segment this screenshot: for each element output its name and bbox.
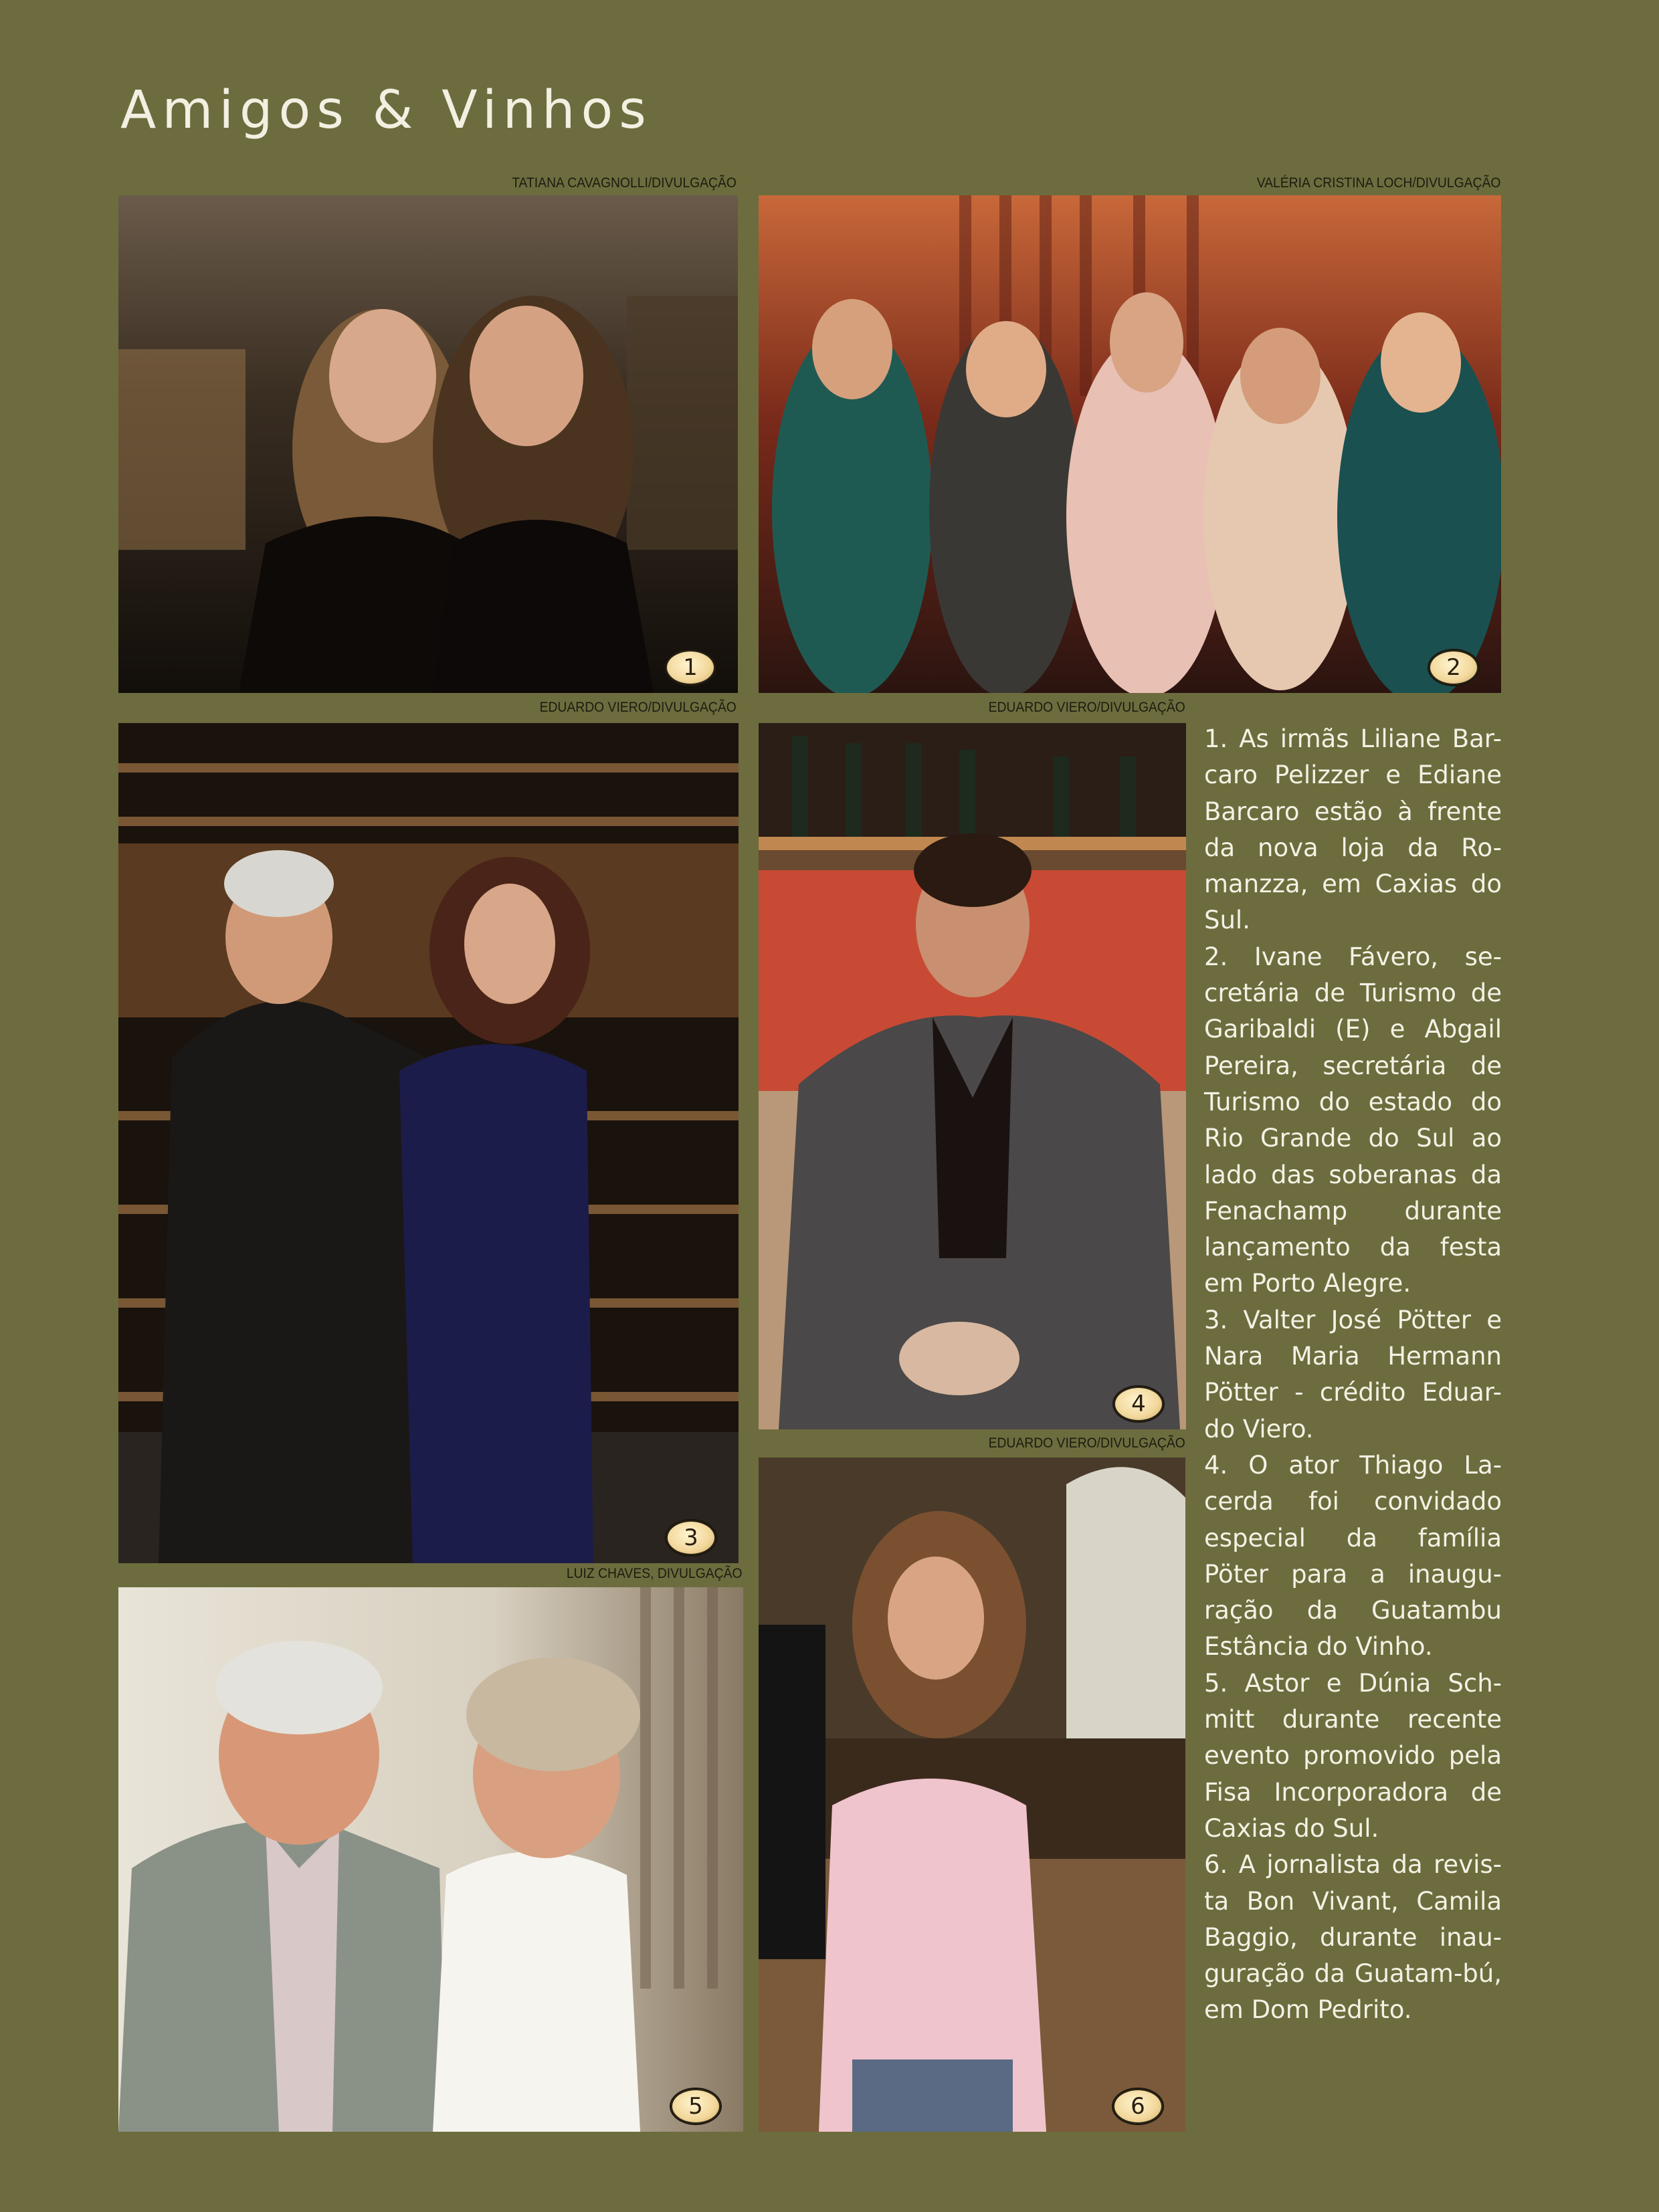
photo-3-number-badge: 3 xyxy=(666,1520,716,1555)
photo-4-credit: EDUARDO VIERO/DIVULGAÇÃO xyxy=(988,700,1185,715)
photo-2-credit: VALÉRIA CRISTINA LOCH/DIVULGAÇÃO xyxy=(1256,175,1500,191)
photo-6 xyxy=(759,1457,1185,2132)
photo-2 xyxy=(759,195,1501,693)
photo-4-number-badge: 4 xyxy=(1114,1387,1163,1421)
photo-captions xyxy=(1204,721,1502,2029)
photo-3 xyxy=(118,723,739,1563)
photo-3-credit: EDUARDO VIERO/DIVULGAÇÃO xyxy=(539,700,737,715)
photo-5-credit: LUIZ CHAVES, DIVULGAÇÃO xyxy=(567,1566,743,1581)
caption-2: 2. Ivane Fávero, se-cretária de Turismo de Garibaldi (E) e Abgail Pereira, secretária de Turismo do estado do Rio Grande do Sul ao lado das soberanas da Fenachamp durante lançamento da festa em Porto Alegre. xyxy=(1204,942,1502,1298)
caption-1: 1. As irmãs Liliane Bar-caro Pelizzer e Ediane Barcaro estão à frente da nova loja da Ro-manzza, em Caxias do Sul. xyxy=(1204,724,1502,935)
photo-1-number-badge: 1 xyxy=(666,650,715,685)
caption-6: 6. A jornalista da revis-ta Bon Vivant, Camila Baggio, durante inau-guração da Guatam-bú, em Dom Pedrito. xyxy=(1204,1850,1502,2025)
photo-5 xyxy=(118,1587,743,2132)
photo-2-number-badge: 2 xyxy=(1429,650,1478,685)
caption-3: 3. Valter José Pötter e Nara Maria Hermann Pötter - crédito Eduar-do Viero. xyxy=(1204,1305,1502,1443)
caption-4: 4. O ator Thiago La-cerda foi convidado especial da família Pöter para a inaugu-ração da Guatambu Estância do Vinho. xyxy=(1204,1450,1502,1662)
caption-5: 5. Astor e Dúnia Sch-mitt durante recente evento promovido pela Fisa Incorporadora de Caxias do Sul. xyxy=(1204,1668,1502,1843)
photo-6-number-badge: 6 xyxy=(1113,2089,1163,2124)
photo-5-number-badge: 5 xyxy=(671,2089,720,2124)
page-title: Amigos & Vinhos xyxy=(120,80,652,140)
photo-1-credit: TATIANA CAVAGNOLLI/DIVULGAÇÃO xyxy=(512,175,737,191)
photo-1 xyxy=(118,195,738,693)
photo-6-credit: EDUARDO VIERO/DIVULGAÇÃO xyxy=(988,1435,1185,1451)
photo-4 xyxy=(759,723,1186,1429)
